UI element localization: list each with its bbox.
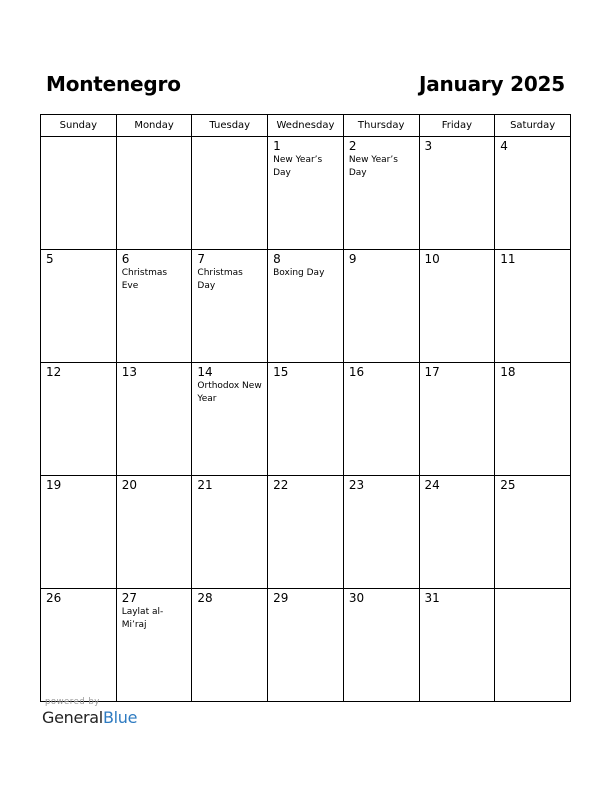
day-number: 19 [46, 478, 62, 492]
day-number: 24 [424, 478, 440, 492]
holiday-label: Boxing Day [273, 268, 325, 278]
day-cell [343, 589, 419, 702]
day-number: 27 [121, 591, 137, 605]
day-number: 31 [424, 591, 440, 605]
day-cell [268, 589, 344, 702]
day-number: 7 [197, 252, 206, 266]
day-cell [192, 363, 268, 476]
day-number: 3 [424, 139, 433, 153]
day-number: 20 [121, 478, 137, 492]
weekday-saturday: Saturday [495, 115, 571, 137]
day-number: 10 [424, 252, 440, 266]
weekday-thursday: Thursday [343, 115, 419, 137]
weekday-monday: Monday [116, 115, 192, 137]
day-number: 5 [46, 252, 54, 266]
day-number: 16 [348, 365, 365, 379]
day-number: 11 [500, 252, 516, 266]
day-cell [343, 250, 419, 363]
day-cell [116, 476, 192, 589]
day-cell [41, 363, 117, 476]
day-cell [116, 363, 192, 476]
week-row [41, 476, 571, 589]
day-cell [419, 476, 495, 589]
day-number: 22 [273, 478, 289, 492]
generalblue-logo[interactable] [42, 708, 137, 727]
day-cell [495, 476, 571, 589]
day-cell [495, 363, 571, 476]
day-number: 15 [273, 365, 289, 379]
brand-general: General [42, 708, 103, 727]
day-number: 8 [273, 252, 281, 266]
day-number: 29 [273, 591, 289, 605]
day-cell [343, 476, 419, 589]
day-cell [495, 589, 571, 702]
day-number: 30 [348, 591, 365, 605]
day-number: 23 [348, 478, 365, 492]
day-cell [116, 250, 192, 363]
day-cell [192, 589, 268, 702]
day-number: 6 [121, 252, 130, 266]
holiday-label: Christmas Day [197, 268, 243, 291]
day-cell [419, 589, 495, 702]
day-cell [268, 363, 344, 476]
weekday-wednesday: Wednesday [268, 115, 344, 137]
week-row [41, 250, 571, 363]
day-number: 1 [273, 139, 281, 153]
day-cell [268, 476, 344, 589]
weekday-header-row [41, 115, 571, 137]
day-cell [268, 250, 344, 363]
day-cell [192, 137, 268, 250]
month-title: January 2025 [418, 72, 565, 96]
day-number: 12 [46, 365, 62, 379]
weekday-tuesday: Tuesday [192, 115, 268, 137]
powered-by-label: powered by [45, 697, 100, 707]
week-row [41, 137, 571, 250]
weekday-sunday: Sunday [41, 115, 117, 137]
day-number: 25 [500, 478, 516, 492]
day-cell [268, 137, 344, 250]
day-number: 17 [424, 365, 440, 379]
day-cell [116, 137, 192, 250]
day-cell [495, 137, 571, 250]
holiday-label: New Year’s Day [348, 155, 398, 178]
day-cell [41, 589, 117, 702]
week-row [41, 363, 571, 476]
day-number: 14 [197, 365, 213, 379]
holiday-label: Christmas Eve [121, 268, 168, 291]
day-cell [419, 250, 495, 363]
day-cell [343, 137, 419, 250]
day-number: 9 [348, 252, 357, 266]
day-number: 4 [500, 139, 508, 153]
week-row [41, 589, 571, 702]
day-cell [419, 363, 495, 476]
day-cell [41, 476, 117, 589]
calendar-grid [40, 114, 571, 702]
day-cell [192, 250, 268, 363]
weekday-friday: Friday [419, 115, 495, 137]
day-cell [41, 250, 117, 363]
day-number: 2 [348, 139, 357, 153]
day-number: 21 [197, 478, 213, 492]
holiday-label: Orthodox New Year [197, 381, 262, 404]
day-cell [343, 363, 419, 476]
brand-blue: Blue [102, 708, 138, 727]
day-number: 26 [46, 591, 62, 605]
country-title: Montenegro [46, 72, 181, 96]
holiday-label: New Year’s Day [273, 155, 323, 178]
day-cell [192, 476, 268, 589]
day-number: 28 [197, 591, 213, 605]
day-number: 13 [121, 365, 137, 379]
day-cell [495, 250, 571, 363]
day-cell [419, 137, 495, 250]
holiday-label: Laylat al-Mi’raj [121, 607, 164, 630]
day-cell [41, 137, 117, 250]
day-number: 18 [500, 365, 516, 379]
day-cell [116, 589, 192, 702]
